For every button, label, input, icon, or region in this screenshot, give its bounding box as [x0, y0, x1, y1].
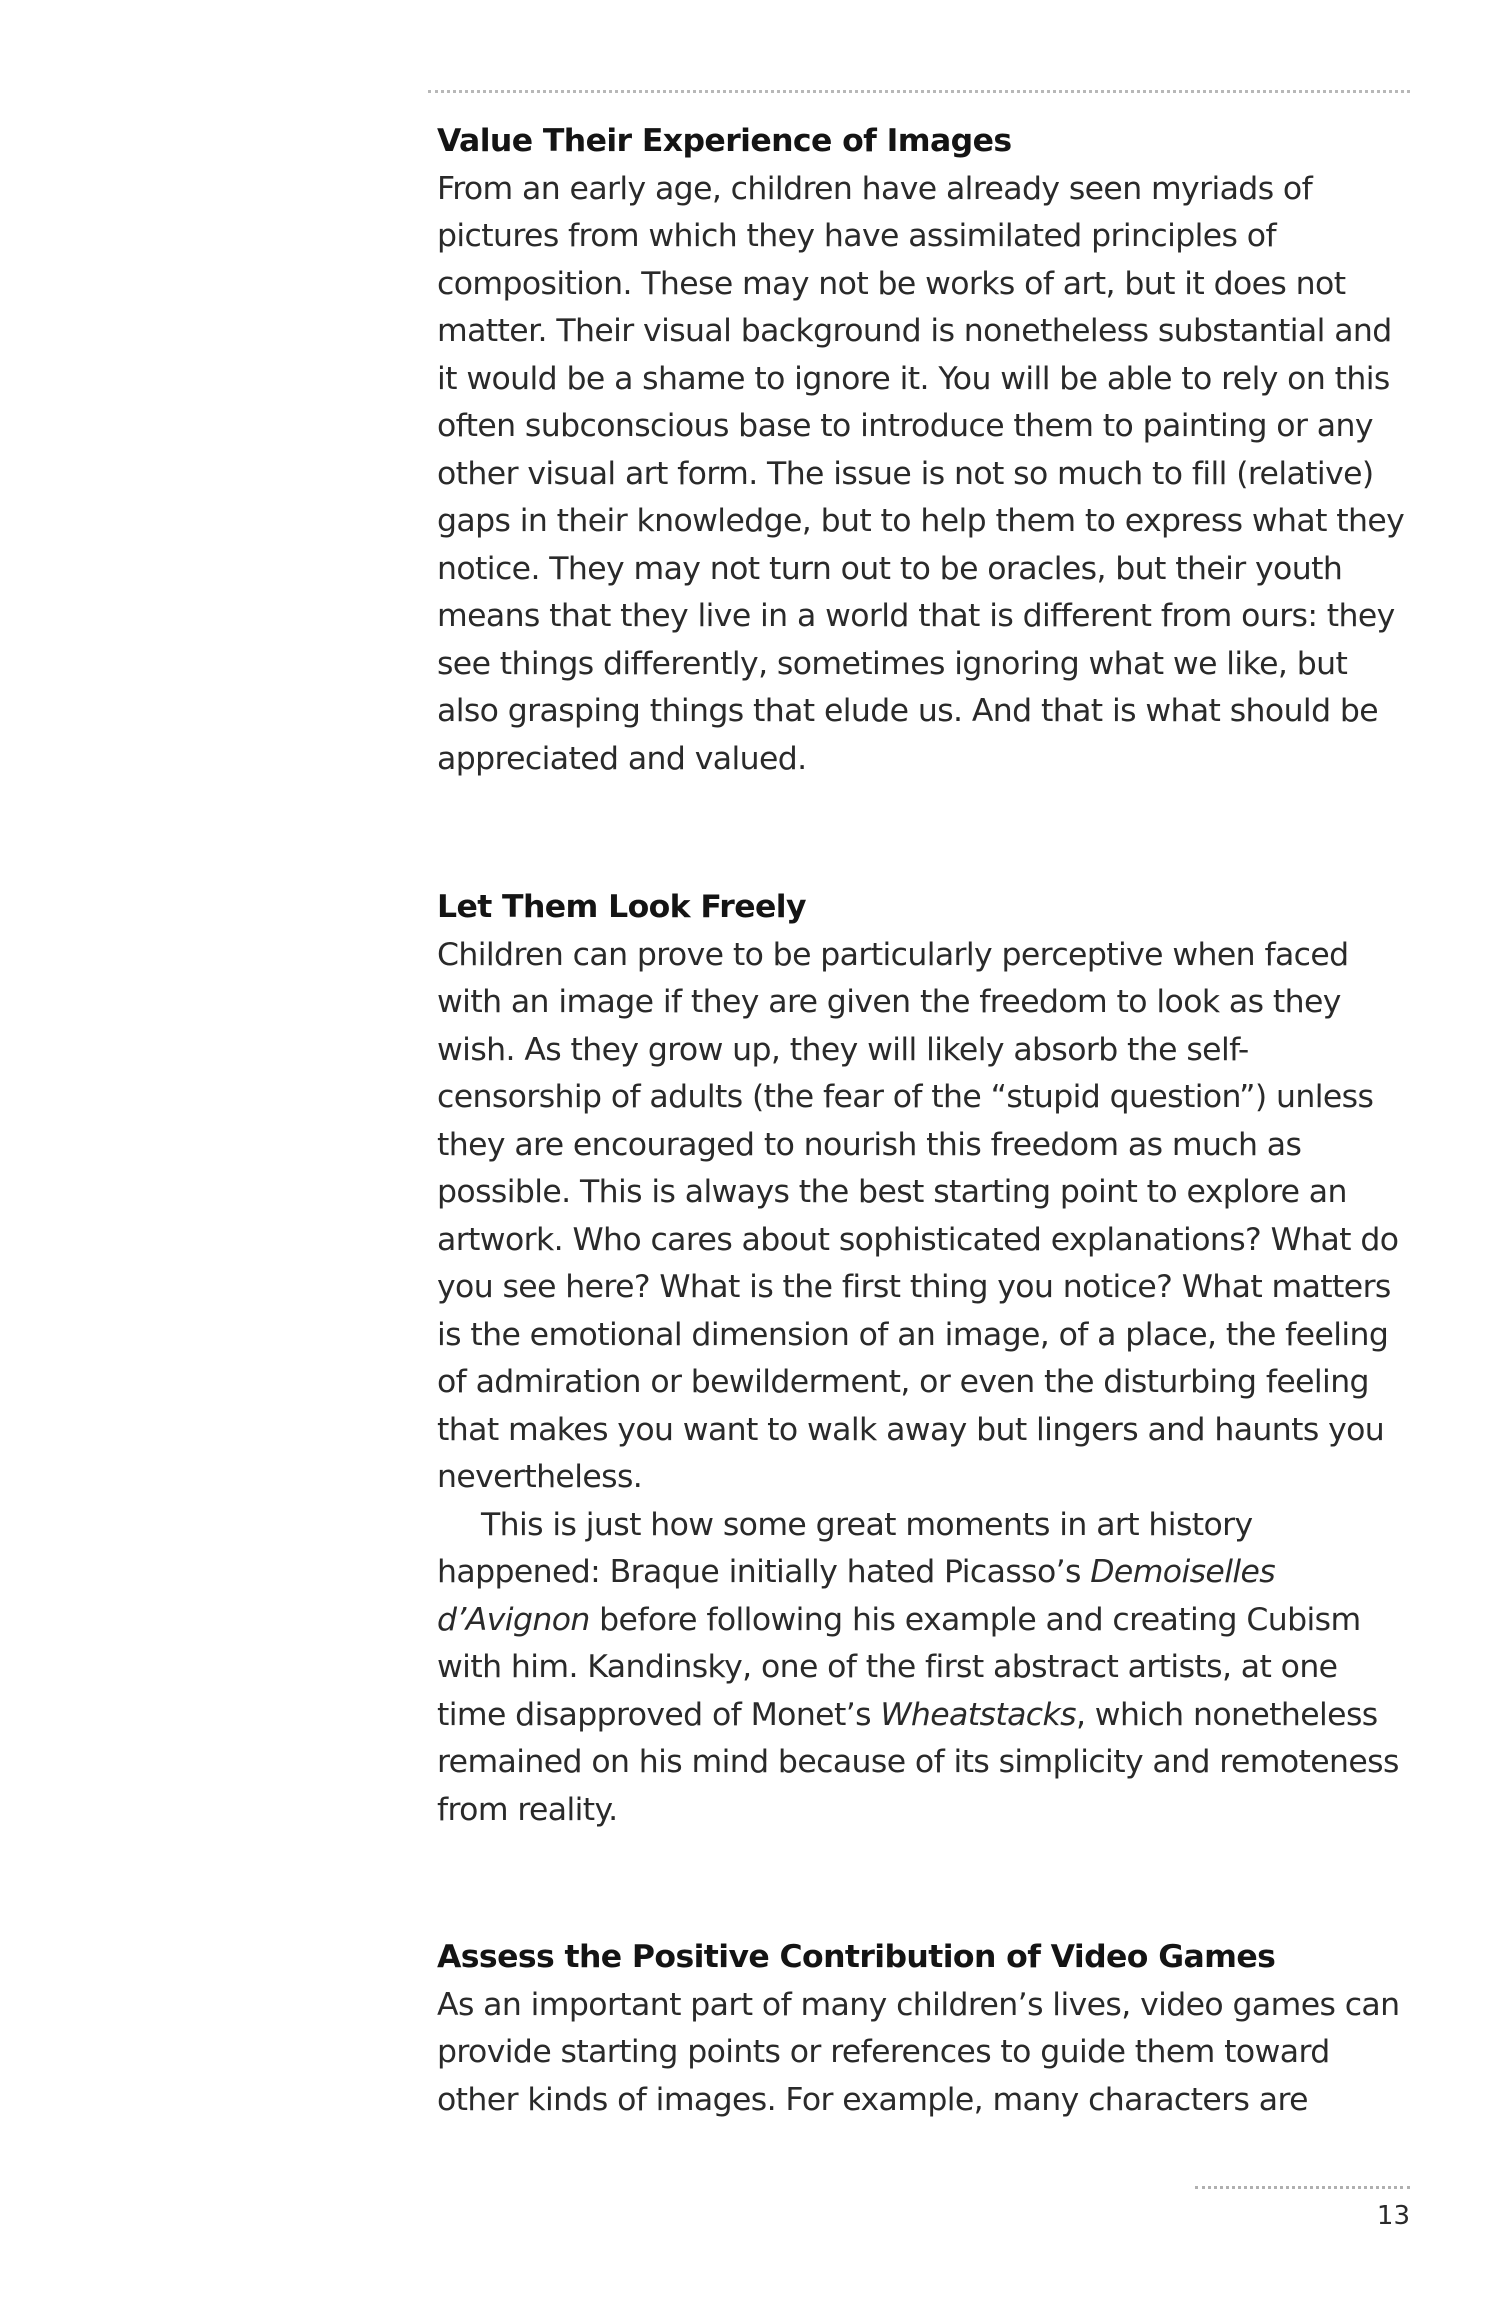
section-heading: Let Them Look Freely [437, 889, 806, 925]
section-value-experience [437, 118, 1412, 783]
text-run: This is just how some great moments in art history happened: Braque initially hated Picasso’s [437, 1506, 1253, 1590]
body-paragraph [437, 1502, 1412, 1835]
bottom-dotted-rule [1195, 2186, 1410, 2189]
top-dotted-rule [428, 90, 1410, 93]
page-number: 13 [1376, 2201, 1410, 2231]
artwork-title: Demoiselles d’Avignon [437, 1554, 1276, 1638]
section-heading: Value Their Experience of Images [437, 123, 1012, 159]
artwork-title: Wheatstacks [880, 1696, 1076, 1733]
body-paragraph: Children can prove to be particularly perceptive when faced with an image if they are given the freedom to look as they wish. As they grow up, they will likely absorb the self-censorship of adults (the fear of the “stupid question”) unless they are encouraged to nourish this freedom as much as possible. This is always the best starting point to explore an artwork. Who cares about sophisticated explanations? What do you see here? What is the first thing you notice? What matters is the emotional dimension of an image, of a place, the feeling of admiration or bewilderment, or even the disturbing feeling that makes you want to walk away but lingers and haunts you nevertheless. [437, 936, 1399, 1495]
text-column [437, 118, 1412, 2124]
text-run: before following his example and creating Cubism with him. Kandinsky, one of the first abstract artists, at one time disapproved of Monet’s [437, 1601, 1361, 1733]
section-look-freely [437, 884, 1412, 1834]
body-paragraph: From an early age, children have already seen myriads of pictures from which they have assimilated principles of composition. These may not be works of art, but it does not matter. Their visual background is nonetheless substantial and it would be a shame to ignore it. You will be able to rely on this often subconscious base to introduce them to painting or any other visual art form. The issue is not so much to fill (relative) gaps in their knowledge, but to help them to express what they notice. They may not turn out to be oracles, but their youth means that they live in a world that is different from ours: they see things differently, sometimes ignoring what we like, but also grasping things that elude us. And that is what should be appreciated and valued. [437, 170, 1405, 777]
section-spacer [437, 783, 1412, 884]
text-run: , which nonetheless remained on his mind because of its simplicity and remoteness from reality. [437, 1696, 1399, 1828]
body-paragraph: As an important part of many children’s lives, video games can provide starting points or references to guide them toward other kinds of images. For example, many characters are [437, 1986, 1400, 2118]
section-spacer [437, 1834, 1412, 1934]
section-heading: Assess the Positive Contribution of Video Games [437, 1939, 1276, 1975]
section-video-games [437, 1934, 1412, 2124]
